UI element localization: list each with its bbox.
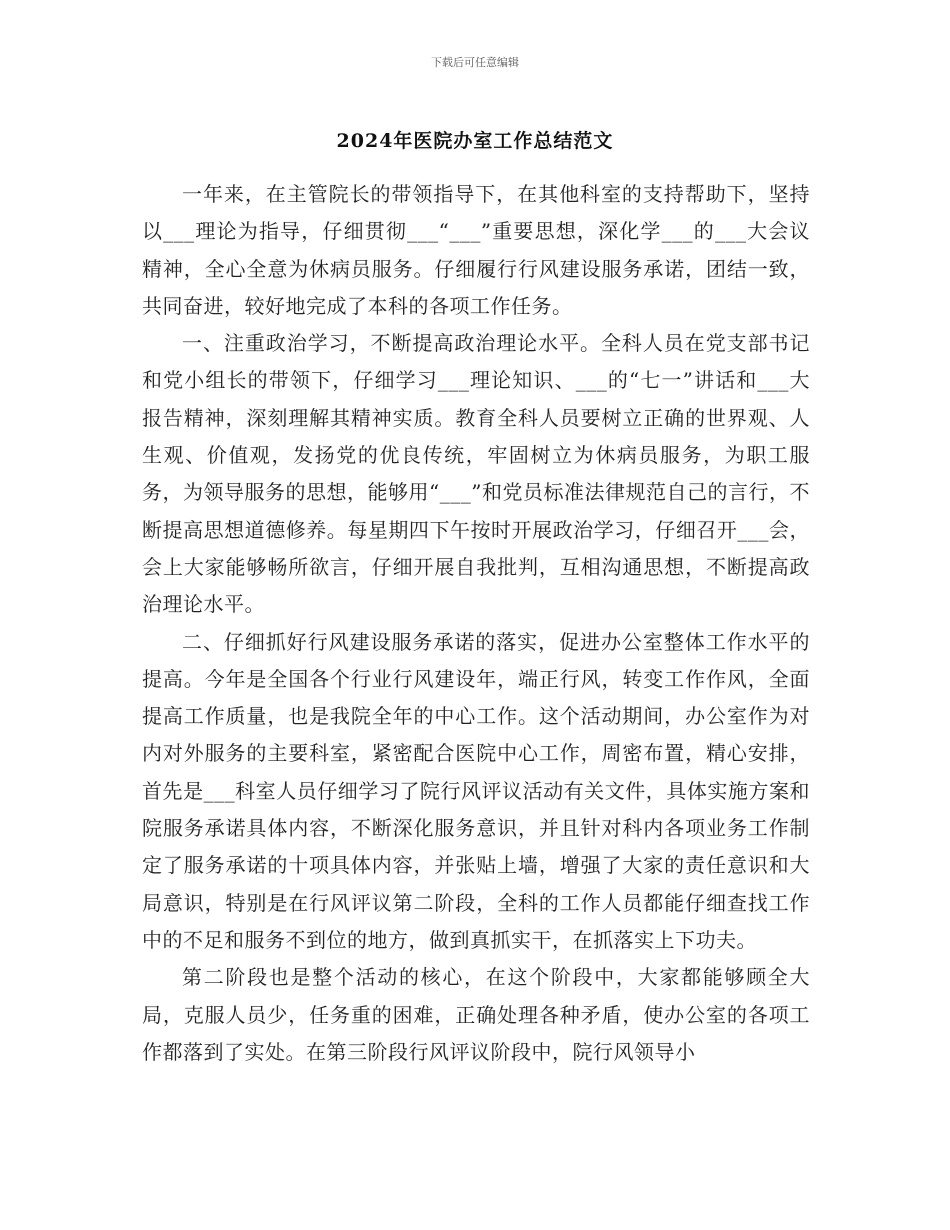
document-title: 2024年医院办室工作总结范文 xyxy=(336,130,614,152)
paragraph-political-study: 一、注重政治学习，不断提高政治理论水平。全科人员在党支部书记和党小组长的带领下，仔细学习___理论知识、___的“七一”讲话和___大报告精神，深刻理解其精神实质。教育全科人员要树立正确的世界观、人生观、价值观，发扬党的优良传统，牢固树立为休病员服务，为职工服务，为领导服务的思想，能够用“___”和党员标准法律规范自己的言行，不断提高思想道德修养。每星期四下午按时开展政治学习，仔细召开___会，会上大家能够畅所欲言，仔细开展自我批判，互相沟通思想，不断提高政治理论水平。 xyxy=(142,331,810,617)
paragraph-second-stage: 第二阶段也是整个活动的核心，在这个阶段中，大家都能够顾全大局，克服人员少，任务重的困难，正确处理各种矛盾，使办公室的各项工作都落到了实处。在第三阶段行风评议阶段中，院行风领导小 xyxy=(142,965,810,1064)
document-body xyxy=(142,176,810,1071)
paragraph-service-commitment: 二、仔细抓好行风建设服务承诺的落实，促进办公室整体工作水平的提高。今年是全国各个行业行风建设年，端正行风，转变工作作风，全面提高工作质量，也是我院全年的中心工作。这个活动期间，办公室作为对内对外服务的主要科室，紧密配合医院中心工作，周密布置，精心安排，首先是___科室人员仔细学习了院行风评议活动有关文件，具体实施方案和院服务承诺具体内容，不断深化服务意识，并且针对科内各项业务工作制定了服务承诺的十项具体内容，并张贴上墙，增强了大家的责任意识和大局意识，特别是在行风评议第二阶段，全科的工作人员都能仔细查找工作中的不足和服务不到位的地方，做到真抓实干，在抓落实上下功夫。 xyxy=(142,629,810,952)
paragraph-intro: 一年来，在主管院长的带领指导下，在其他科室的支持帮助下，坚持以___理论为指导，仔细贯彻___“___”重要思想，深化学___的___大会议精神，全心全意为休病员服务。仔细履行行风建设服务承诺，团结一致，共同奋进，较好地完成了本科的各项工作任务。 xyxy=(142,182,810,318)
header-note: 下载后可任意编辑 xyxy=(431,56,519,69)
